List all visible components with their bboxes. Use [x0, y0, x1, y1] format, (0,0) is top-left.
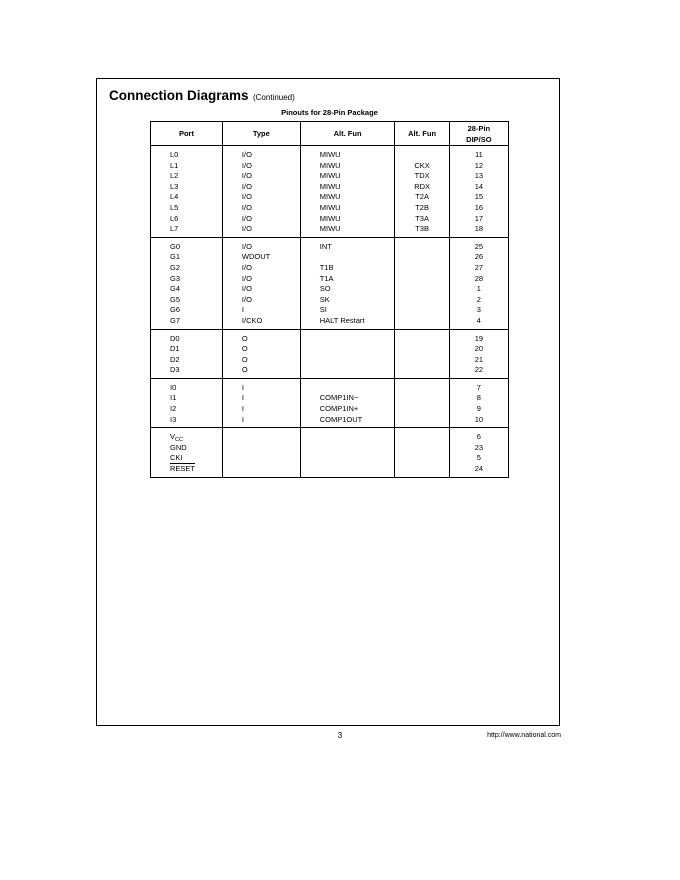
port-reset: RESET: [170, 464, 196, 474]
cell-port-line: L5: [170, 202, 179, 212]
cell-alt-fun-1-line: COMP1IN−: [319, 393, 359, 403]
cell-pin-line: 1: [476, 284, 481, 294]
cell-alt-fun-1-line: [320, 383, 395, 394]
cell-type-line: I: [241, 382, 245, 392]
cell-alt-fun-2-line: [395, 344, 448, 355]
cell-alt-fun-1: [300, 237, 395, 329]
cell-port: [151, 237, 223, 329]
cell-type-line: I/O: [241, 224, 252, 234]
heading-title: Connection Diagrams: [109, 88, 249, 103]
cell-alt-fun-1: [300, 428, 395, 477]
cell-alt-fun-2-line: T2B: [415, 202, 429, 212]
port-gnd: GND: [170, 442, 187, 452]
cell-pin-line: 28: [474, 273, 484, 283]
cell-pin-line: 20: [474, 344, 484, 354]
cell-alt-fun-1-line: [320, 355, 395, 366]
cell-alt-fun-2-line: [395, 252, 448, 263]
cell-alt-fun-2-line: [395, 334, 448, 345]
pin-number: 24: [474, 464, 484, 474]
cell-alt-fun-1-line: SK: [319, 294, 330, 304]
cell-pin: [449, 378, 508, 427]
pinout-table: [150, 121, 509, 478]
cell-type-line: I/O: [241, 294, 252, 304]
cell-port: [151, 378, 223, 427]
cell-type-line: I/O: [241, 160, 252, 170]
cell-alt-fun-2-line: [395, 355, 448, 366]
cell-port-line: G0: [170, 241, 181, 251]
vcc-base: V: [170, 432, 176, 442]
cell-alt-fun-2-line: T3A: [415, 213, 429, 223]
cell-alt-fun-1-line: MIWU: [319, 160, 341, 170]
cell-type-line: I/O: [241, 192, 252, 202]
cell-type-line: I: [241, 414, 245, 424]
cell-port-line: L3: [170, 181, 179, 191]
cell-pin-line: 7: [476, 382, 481, 392]
cell-type-line: O: [241, 354, 248, 364]
cell-alt-fun-1-line: [320, 365, 395, 376]
cell-pin-line: 14: [474, 181, 484, 191]
cell-pin-line: 25: [474, 241, 484, 251]
cell-type-line: O: [241, 365, 248, 375]
cell-port-line: G7: [170, 315, 181, 325]
cell-alt-fun-1: [300, 146, 395, 238]
cell-type: [222, 329, 300, 378]
pin-number: 6: [476, 432, 481, 442]
cell-alt-fun-1-line: COMP1IN+: [319, 404, 359, 414]
cell-alt-fun-1-line: MIWU: [319, 213, 341, 223]
cell-type: [222, 146, 300, 238]
cell-type-line: O: [241, 344, 248, 354]
cell-port-line: L7: [170, 224, 179, 234]
cell-alt-fun-1-line: SO: [319, 284, 331, 294]
cell-pin: [449, 146, 508, 238]
cell-alt-fun-2-line: [395, 383, 448, 394]
cell-pin-line: 12: [474, 160, 484, 170]
cell-alt-fun-2-line: [395, 295, 448, 306]
cell-type-line: WDOUT: [241, 252, 271, 262]
table-row-group: [151, 237, 509, 329]
cell-pin-line: 8: [476, 393, 481, 403]
cell-alt-fun-2-line: [395, 305, 448, 316]
cell-alt-fun-2-line: T2A: [415, 192, 429, 202]
cell-port-line: I3: [170, 414, 177, 424]
cell-alt-fun-1: [300, 329, 395, 378]
cell-alt-fun-2-line: T3B: [415, 224, 429, 234]
header-port: Port: [151, 122, 223, 146]
heading-continued: (Continued): [252, 93, 295, 102]
cell-alt-fun-1-line: [320, 344, 395, 355]
cell-port-line: L0: [170, 150, 179, 159]
cell-type-line: I: [241, 404, 245, 414]
cell-pin-line: 22: [474, 365, 484, 375]
cell-type-line: O: [241, 333, 248, 343]
page-number: 3: [337, 731, 343, 740]
header-pin-line2: DIP/SO: [466, 134, 492, 144]
cell-alt-fun-2-line: [395, 150, 448, 161]
cell-alt-fun-2-line: CKX: [414, 160, 430, 170]
cell-pin-line: 18: [474, 224, 484, 234]
cell-alt-fun-2-line: [395, 274, 448, 285]
cell-pin-line: 11: [474, 150, 483, 159]
cell-port-line: G5: [170, 294, 181, 304]
cell-alt-fun-2-line: [395, 415, 448, 426]
cell-pin: [449, 237, 508, 329]
cell-pin-line: 16: [474, 202, 484, 212]
cell-port: [151, 428, 223, 477]
cell-port-line: L1: [170, 160, 179, 170]
cell-alt-fun-1-line: MIWU: [319, 150, 341, 159]
cell-alt-fun-2-line: RDX: [414, 181, 431, 191]
port-cki: CKI: [170, 453, 183, 463]
vcc-sub: CC: [175, 437, 183, 444]
cell-type-line: I: [241, 305, 245, 315]
cell-alt-fun-2-line: TDX: [414, 171, 430, 181]
cell-alt-fun-1-line: MIWU: [319, 181, 341, 191]
cell-alt-fun-1-line: MIWU: [319, 202, 341, 212]
cell-port-line: L4: [170, 192, 179, 202]
table-header-row: [151, 122, 509, 146]
cell-alt-fun-1-line: COMP1OUT: [319, 414, 363, 424]
pin-number: 23: [474, 442, 484, 452]
cell-type-line: I/O: [241, 150, 252, 159]
cell-pin-line: 19: [474, 333, 484, 343]
cell-alt-fun-2-line: [395, 284, 448, 295]
cell-alt-fun-1-line: MIWU: [319, 224, 341, 234]
cell-pin-line: 15: [474, 192, 484, 202]
cell-pin: [449, 329, 508, 378]
cell-alt-fun-1-line: HALT Restart: [319, 315, 365, 325]
cell-pin: [449, 428, 508, 477]
cell-type: [222, 237, 300, 329]
cell-port: [151, 146, 223, 238]
cell-alt-fun-2-line: [395, 242, 448, 253]
cell-port: [151, 329, 223, 378]
cell-type: [222, 378, 300, 427]
header-type: Type: [222, 122, 300, 146]
cell-alt-fun-1-line: [320, 252, 395, 263]
cell-type-line: I: [241, 393, 245, 403]
port-vcc: [170, 432, 222, 443]
pinout-body: [151, 146, 509, 428]
cell-pin-line: 4: [476, 315, 481, 325]
cell-type-line: I/O: [241, 241, 252, 251]
cell-type-line: I/O: [241, 284, 252, 294]
cell-port-line: G6: [170, 305, 181, 315]
cell-type-line: I/O: [241, 262, 252, 272]
cell-alt-fun-1-line: SI: [319, 305, 327, 315]
cell-pin-line: 9: [476, 404, 481, 414]
footer-url: http://www.national.com: [487, 732, 561, 739]
cell-type-line: I/O: [241, 181, 252, 191]
cell-port-line: L6: [170, 213, 179, 223]
cell-pin-line: 10: [474, 414, 484, 424]
cell-alt-fun-1-line: T1A: [319, 273, 334, 283]
cell-pin-line: 17: [474, 213, 484, 223]
cell-pin-line: 3: [476, 305, 481, 315]
cell-port-line: D2: [170, 354, 180, 364]
cell-alt-fun-2: [395, 329, 449, 378]
cell-alt-fun-2: [395, 237, 449, 329]
cell-type-line: I/O: [241, 171, 252, 181]
cell-port-line: G3: [170, 273, 181, 283]
cell-port-line: D3: [170, 365, 180, 375]
cell-alt-fun-2: [395, 146, 449, 238]
header-pin-line1: 28-Pin: [467, 123, 491, 133]
cell-port-line: D1: [170, 344, 180, 354]
cell-port-line: I1: [170, 393, 177, 403]
pin-number: 5: [476, 453, 481, 463]
cell-pin-line: 27: [474, 262, 484, 272]
cell-alt-fun-2-line: [395, 404, 448, 415]
cell-alt-fun-2: [395, 428, 449, 477]
cell-type-line: I/O: [241, 202, 252, 212]
cell-type-line: I/CKO: [241, 315, 263, 325]
cell-port-line: G4: [170, 284, 181, 294]
cell-alt-fun-1-line: INT: [319, 241, 332, 251]
cell-port-line: D0: [170, 333, 180, 343]
header-alt-fun-2: Alt. Fun: [395, 122, 449, 146]
cell-alt-fun-2-line: [395, 263, 448, 274]
header-pin: [449, 122, 508, 146]
cell-alt-fun-2-line: [395, 393, 448, 404]
table-row-group: [151, 329, 509, 378]
table-row-group: [151, 146, 509, 238]
cell-alt-fun-2-line: [395, 365, 448, 376]
cell-alt-fun-1-line: MIWU: [319, 192, 341, 202]
cell-port-line: G2: [170, 262, 181, 272]
table-caption: Pinouts for 28-Pin Package: [281, 108, 378, 117]
cell-alt-fun-1: [300, 378, 395, 427]
cell-alt-fun-2: [395, 378, 449, 427]
cell-alt-fun-1-line: MIWU: [319, 171, 341, 181]
section-heading: [109, 87, 295, 105]
cell-port-line: G1: [170, 252, 181, 262]
cell-pin-line: 21: [474, 354, 484, 364]
cell-type: [222, 428, 300, 477]
header-alt-fun-1: Alt. Fun: [300, 122, 395, 146]
cell-port-line: I2: [170, 404, 177, 414]
cell-alt-fun-2-line: [395, 316, 448, 327]
cell-alt-fun-1-line: T1B: [319, 262, 334, 272]
cell-port-line: L2: [170, 171, 179, 181]
cell-port-line: I0: [170, 382, 177, 392]
cell-type-line: I/O: [241, 213, 252, 223]
cell-type-line: I/O: [241, 273, 252, 283]
table-row-power: [151, 428, 509, 477]
table-row-group: [151, 378, 509, 427]
cell-pin-line: 26: [474, 252, 484, 262]
cell-pin-line: 13: [474, 171, 484, 181]
cell-alt-fun-1-line: [320, 334, 395, 345]
cell-pin-line: 2: [476, 294, 481, 304]
